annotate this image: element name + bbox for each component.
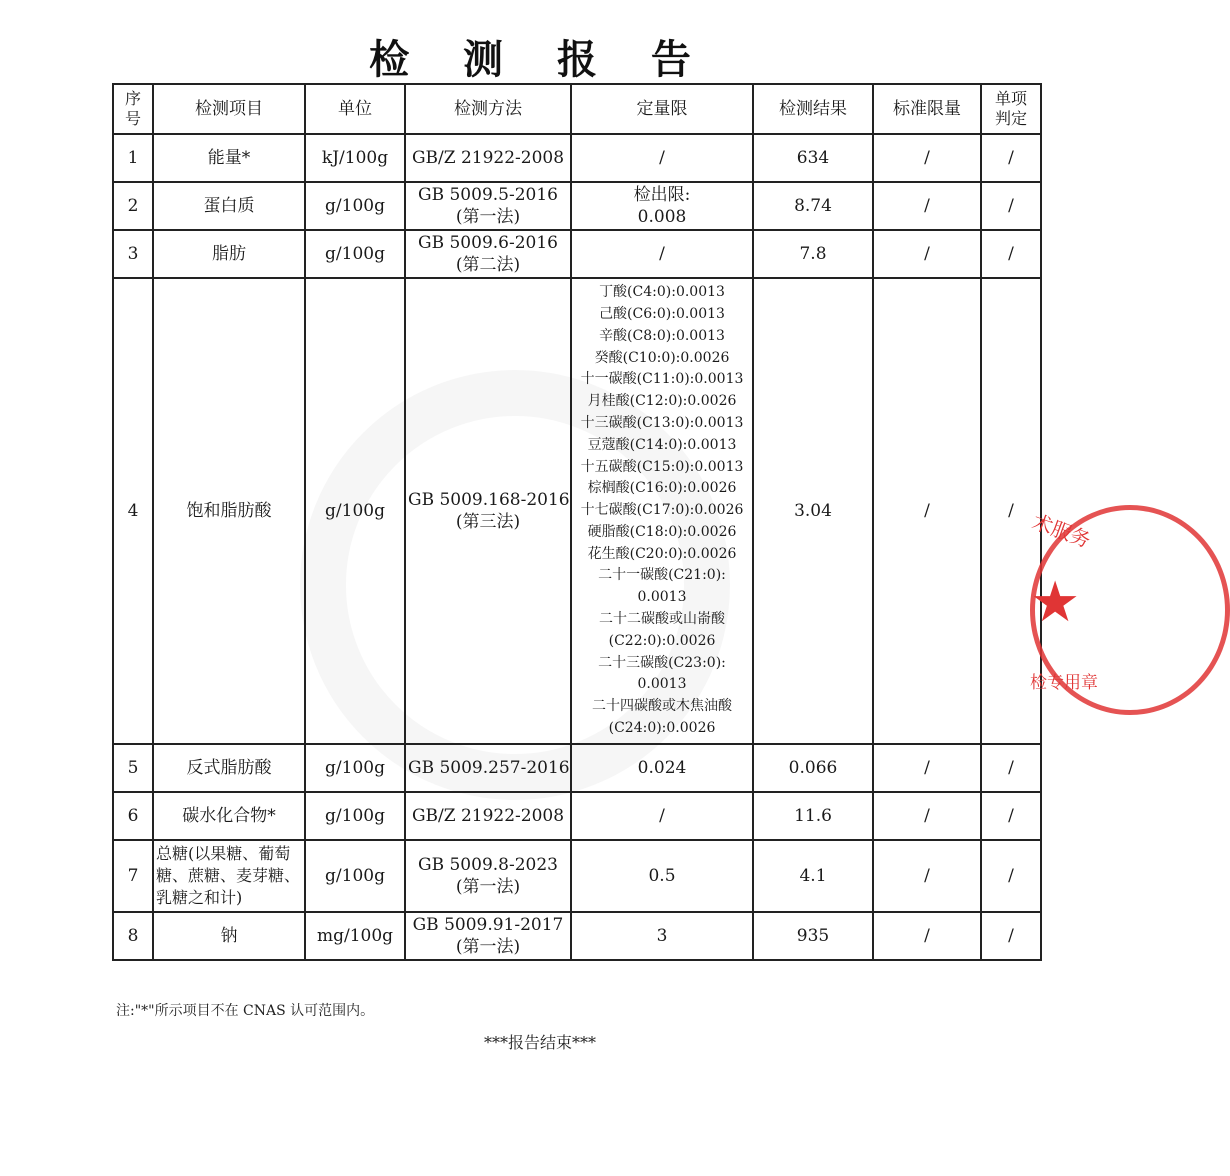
cell-unit: g/100g (305, 278, 405, 744)
cell-limit-line: 己酸(C6:0):0.0013 (599, 305, 725, 322)
cell-limit-line: 0.5 (648, 866, 676, 886)
cell-limit-line: / (659, 148, 665, 168)
header-cell-judge: 单项 判定 (981, 84, 1041, 134)
cell-judge: / (981, 744, 1041, 792)
footnote: 注:"*"所示项目不在 CNAS 认可范围内。 (116, 1003, 375, 1019)
cell-limit-line: 3 (656, 926, 668, 946)
cell-limit (571, 912, 753, 960)
cell-limit (571, 792, 753, 840)
cell-method (405, 182, 571, 230)
cell-judge: / (981, 230, 1041, 278)
cell-unit: g/100g (305, 792, 405, 840)
cell-standard: / (873, 840, 981, 912)
cell-judge: / (981, 792, 1041, 840)
cell-no: 4 (113, 278, 153, 744)
cell-limit (571, 744, 753, 792)
seal-star-icon: ★ (1030, 570, 1081, 635)
header-cell-unit: 单位 (305, 84, 405, 134)
table-row (113, 840, 1041, 912)
cell-judge: / (981, 134, 1041, 182)
cell-method (405, 840, 571, 912)
cell-method-line: GB 5009.91-2017 (412, 915, 564, 935)
cell-no: 2 (113, 182, 153, 230)
cell-result: 7.8 (753, 230, 873, 278)
cell-limit-line: / (659, 244, 665, 264)
cell-limit (571, 182, 753, 230)
cell-unit: mg/100g (305, 912, 405, 960)
cell-limit-line: 月桂酸(C12:0):0.0026 (587, 393, 737, 410)
cell-no: 5 (113, 744, 153, 792)
cell-standard: / (873, 134, 981, 182)
cell-limit-line: 辛酸(C8:0):0.0013 (599, 327, 725, 344)
cell-method (405, 744, 571, 792)
cell-unit: g/100g (305, 840, 405, 912)
results-table (112, 83, 1042, 961)
cell-method-line: (第三法) (455, 512, 521, 532)
cell-judge: / (981, 912, 1041, 960)
seal-text-top: 术服务 (1029, 509, 1094, 553)
cell-limit-line: 0.0013 (637, 589, 687, 606)
cell-method-line: (第一法) (455, 937, 521, 957)
cell-method-line: (第一法) (455, 877, 521, 897)
cell-method-line: (第一法) (455, 207, 521, 227)
cell-no: 8 (113, 912, 153, 960)
cell-limit-line: 二十三碳酸(C23:0): (598, 654, 726, 671)
table-row (113, 134, 1041, 182)
cell-standard: / (873, 182, 981, 230)
cell-limit-line: 花生酸(C20:0):0.0026 (587, 545, 737, 562)
cell-method (405, 792, 571, 840)
report-title: 检 测 报 告 (369, 37, 711, 83)
cell-limit (571, 134, 753, 182)
cell-result: 11.6 (753, 792, 873, 840)
cell-no: 7 (113, 840, 153, 912)
cell-unit: g/100g (305, 744, 405, 792)
header-cell-result: 检测结果 (753, 84, 873, 134)
cell-limit-line: 十五碳酸(C15:0):0.0013 (580, 458, 744, 475)
cell-limit-line: 十三碳酸(C13:0):0.0013 (580, 414, 744, 431)
cell-judge: / (981, 840, 1041, 912)
cell-limit-line: 硬脂酸(C18:0):0.0026 (587, 523, 737, 540)
table-row (113, 278, 1041, 744)
cell-limit-line: 二十一碳酸(C21:0): (598, 567, 726, 584)
cell-limit-line: / (659, 806, 665, 826)
header-cell-no: 序 号 (113, 84, 153, 134)
cell-limit-line: 棕榈酸(C16:0):0.0026 (587, 480, 737, 497)
seal-text-bottom: 检专用章 (1030, 673, 1098, 693)
cell-limit-line: (C22:0):0.0026 (608, 632, 716, 649)
cell-item: 钠 (153, 912, 305, 960)
header-cell-item: 检测项目 (153, 84, 305, 134)
cell-item: 蛋白质 (153, 182, 305, 230)
cell-method-line: GB 5009.168-2016 (408, 490, 570, 510)
cell-standard: / (873, 278, 981, 744)
cell-no: 1 (113, 134, 153, 182)
cell-item: 能量* (153, 134, 305, 182)
header-cell-limit: 定量限 (571, 84, 753, 134)
cell-result: 0.066 (753, 744, 873, 792)
header-cell-standard: 标准限量 (873, 84, 981, 134)
cell-method (405, 278, 571, 744)
cell-result: 4.1 (753, 840, 873, 912)
cell-method-line: GB 5009.8-2023 (418, 855, 558, 875)
cell-item: 反式脂肪酸 (153, 744, 305, 792)
cell-method-line: GB 5009.5-2016 (418, 185, 558, 205)
report-end-marker: ***报告结束*** (483, 1033, 596, 1052)
cell-judge: / (981, 278, 1041, 744)
cell-unit: kJ/100g (305, 134, 405, 182)
cell-limit-line: (C24:0):0.0026 (608, 720, 716, 737)
cell-limit-line: 0.024 (637, 758, 687, 778)
cell-standard: / (873, 230, 981, 278)
cell-standard: / (873, 912, 981, 960)
cell-method (405, 134, 571, 182)
cell-limit-line: 丁酸(C4:0):0.0013 (599, 284, 725, 301)
cell-method-line: GB/Z 21922-2008 (411, 148, 565, 168)
cell-limit-line: 十七碳酸(C17:0):0.0026 (580, 502, 744, 519)
table-row (113, 230, 1041, 278)
cell-item: 碳水化合物* (153, 792, 305, 840)
cell-standard: / (873, 744, 981, 792)
cell-item: 饱和脂肪酸 (153, 278, 305, 744)
cell-method (405, 230, 571, 278)
cell-limit-line: 0.008 (637, 207, 687, 227)
cell-method-line: (第二法) (455, 255, 521, 275)
cell-result: 8.74 (753, 182, 873, 230)
cell-no: 3 (113, 230, 153, 278)
cell-limit-line: 二十四碳酸或木焦油酸 (592, 698, 732, 715)
cell-result: 935 (753, 912, 873, 960)
cell-standard: / (873, 792, 981, 840)
cell-result: 3.04 (753, 278, 873, 744)
cell-method-line: GB 5009.257-2016 (408, 758, 570, 778)
cell-limit (571, 230, 753, 278)
cell-limit-line: 豆蔻酸(C14:0):0.0013 (587, 436, 737, 453)
cell-limit-line: 十一碳酸(C11:0):0.0013 (580, 371, 744, 388)
table-row (113, 912, 1041, 960)
cell-judge: / (981, 182, 1041, 230)
table-row (113, 182, 1041, 230)
cell-result: 634 (753, 134, 873, 182)
table-row (113, 744, 1041, 792)
cell-limit-line: 0.0013 (637, 676, 687, 693)
table-row (113, 792, 1041, 840)
cell-unit: g/100g (305, 230, 405, 278)
cell-method-line: GB 5009.6-2016 (418, 233, 558, 253)
header-row (113, 84, 1041, 134)
cell-method (405, 912, 571, 960)
cell-limit-line: 癸酸(C10:0):0.0026 (594, 349, 730, 366)
cell-method-line: GB/Z 21922-2008 (411, 806, 565, 826)
cell-item: 总糖(以果糖、葡萄糖、蔗糖、麦芽糖、乳糖之和计) (153, 840, 305, 912)
cell-no: 6 (113, 792, 153, 840)
cell-limit-line: 检出限: (633, 185, 691, 205)
cell-limit-line: 二十二碳酸或山嵛酸 (599, 611, 725, 628)
cell-item: 脂肪 (153, 230, 305, 278)
cell-unit: g/100g (305, 182, 405, 230)
header-cell-method: 检测方法 (405, 84, 571, 134)
cell-limit (571, 840, 753, 912)
cell-limit (571, 278, 753, 744)
